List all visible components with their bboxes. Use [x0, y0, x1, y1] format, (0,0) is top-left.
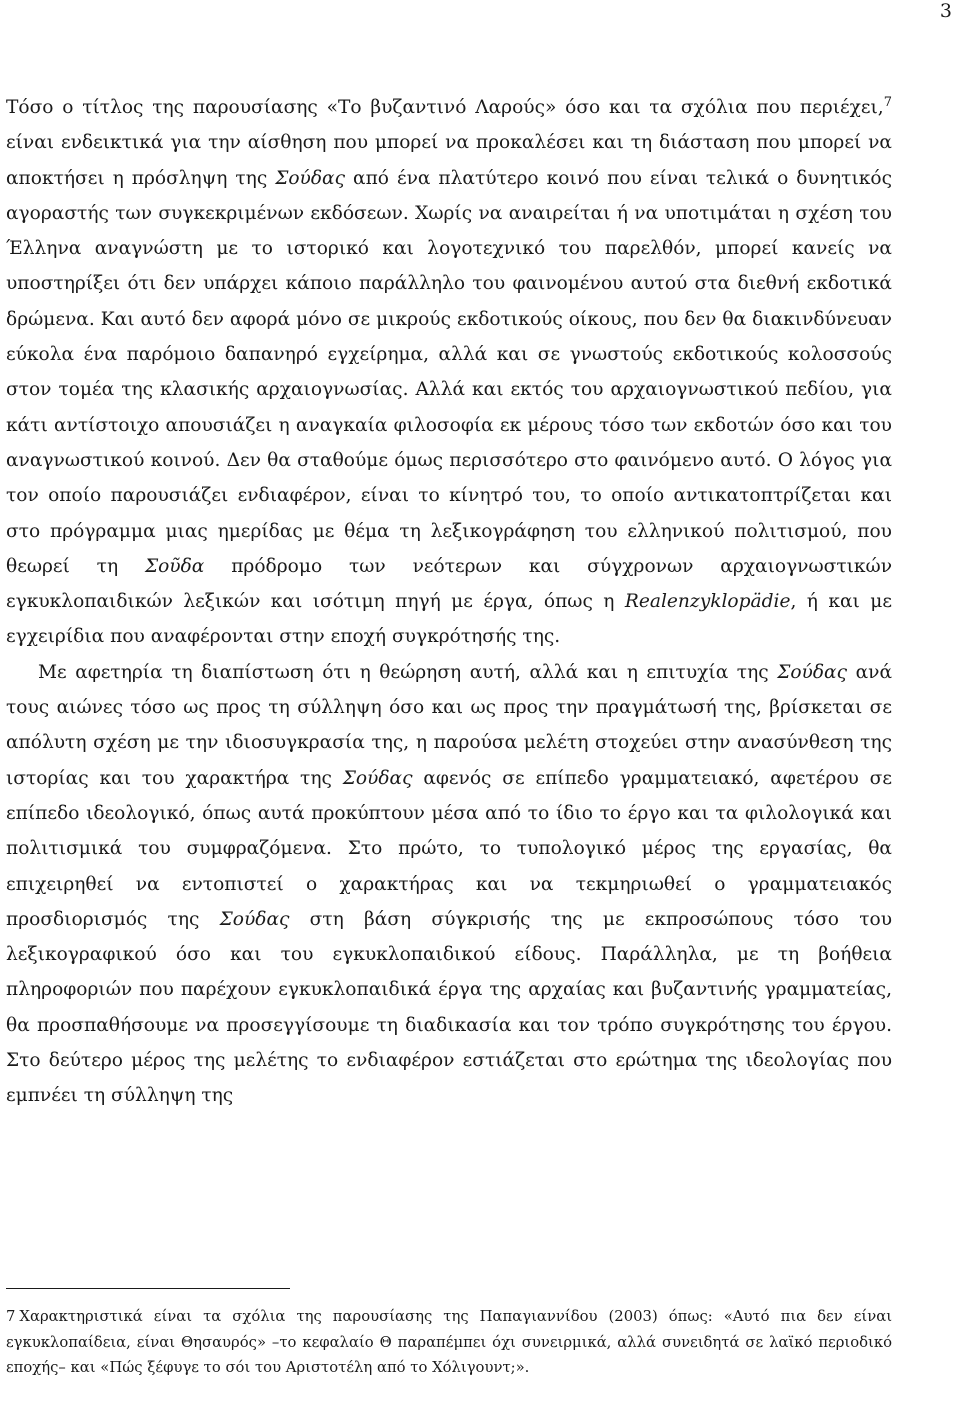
footnote [6, 1304, 892, 1381]
paragraph-1: Τόσο ο τίτλος της παρουσίασης «Το βυζαντινό Λαρούς» όσο και τα σχόλια που περιέχει,$^7$ είναι ενδεικτικά για την αίσθηση που μπορεί να προκαλέσει και τη διάσταση που μπορεί να αποκτήσει η πρόσληψη της Σούδας από ένα πλατύτερο κοινό που είναι τελικά ο δυνητικός αγοραστής των συγκεκριμένων εκδόσεων. Χωρίς να αναιρείται ή να υποτιμάται η σχέση του Έλληνα αναγνώστη με το ιστορικό και λογοτεχνικό του παρελθόν, μπορεί κανείς να υποστηρίξει ότι δεν υπάρχει κάποιο παράλληλο του φαινομένου αυτού στα διεθνή εκδοτικά δρώμενα. Και αυτό δεν αφορά μόνο σε μικρούς εκδοτικούς οίκους, που δεν θα διακινδύνευαν εύκολα ένα παρόμοιο δαπανηρό εγχείρημα, αλλά και σε γνωστούς εκδοτικούς κολοσσούς στον τομέα της κλασικής αρχαιογνωσίας. Αλλά και εκτός του αρχαιογνωστικού πεδίου, για κάτι αντίστοιχο απουσιάζει η αναγκαία φιλοσοφία εκ μέρους τόσο των εκδοτών όσο και του αναγνωστικού κοινού. Δεν θα σταθούμε όμως περισσότερο στο φαινόμενο αυτό. Ο λόγος για τον οποίο παρουσιάζει ενδιαφέρον, είναι το κίνητρό του, το οποίο αντικατοπτρίζεται και στο πρόγραμμα μιας ημερίδας με θέμα τη λεξικογράφηση του ελληνικού πολιτισμού, που θεωρεί τη Σοῦδα πρόδρομο των νεότερων και σύγχρονων αρχαιογνωστικών εγκυκλοπαιδικών λεξικών και ισότιμη πηγή με έργα, όπως η Realenzyklopädie, ή και με εγχειρίδια που αναφέρονται στην εποχή συγκρότησής της. [6, 95, 893, 648]
body-text [6, 90, 892, 1114]
footnote-marker: 7 [6, 1308, 16, 1325]
footnote-reference[interactable]: 7 [883, 95, 892, 110]
page-number: 3 [939, 0, 952, 22]
paragraph-2: Με αφετηρία τη διαπίστωση ότι η θεώρηση αυτή, αλλά και η επιτυχία της Σούδας ανά τους αιώνες τόσο ως προς τη σύλληψη όσο και ως προς την πραγμάτωσή της, βρίσκεται σε απόλυτη σχέση με την ιδιοσυγκρασία της, η παρούσα μελέτη στοχεύει στην ανασύνθεση της ιστορίας και του χαρακτήρα της Σούδας αφενός σε επίπεδο γραμματειακό, αφετέρου σε επίπεδο ιδεολογικό, όπως αυτά προκύπτουν μέσα από το ίδιο το έργο και τα φιλολογικά και πολιτισμικά του συμφραζόμενα. Στο πρώτο, το τυπολογικό μέρος της εργασίας, θα επιχειρηθεί να εντοπιστεί ο χαρακτήρας και να τεκμηριωθεί ο γραμματειακός προσδιορισμός της Σούδας στη βάση σύγκρισής της με εκπροσώπους τόσο του λεξικογραφικού όσο και του εγκυκλοπαιδικού είδους. Παράλληλα, με τη βοήθεια πληροφοριών που παρέχουν εγκυκλοπαιδικά έργα της αρχαίας και βυζαντινής γραμματείας, θα προσπαθήσουμε να προσεγγίσουμε τη διαδικασία και τον τρόπο συγκρότησης του έργου. Στο δεύτερο μέρος της μελέτης το ενδιαφέρον εστιάζεται στο ερώτημα της ιδεολογίας που εμπνέει τη σύλληψη της [6, 661, 893, 1107]
footnote-text: Χαρακτηριστικά είναι τα σχόλια της παρουσίασης της Παπαγιαννίδου (2003) όπως: «Αυτό πια δεν είναι εγκυκλοπαίδεια, είναι Θησαυρός» –το κεφαλαίο Θ παραπέμπει όχι συνειρμικά, αλλά συνειδητά σε λαϊκό περιοδικό εποχής– και «Πώς ξέφυγε το σόι του Αριστοτέλη από το Χόλιγουντ;». [6, 1308, 892, 1376]
footnote-separator [6, 1288, 290, 1289]
